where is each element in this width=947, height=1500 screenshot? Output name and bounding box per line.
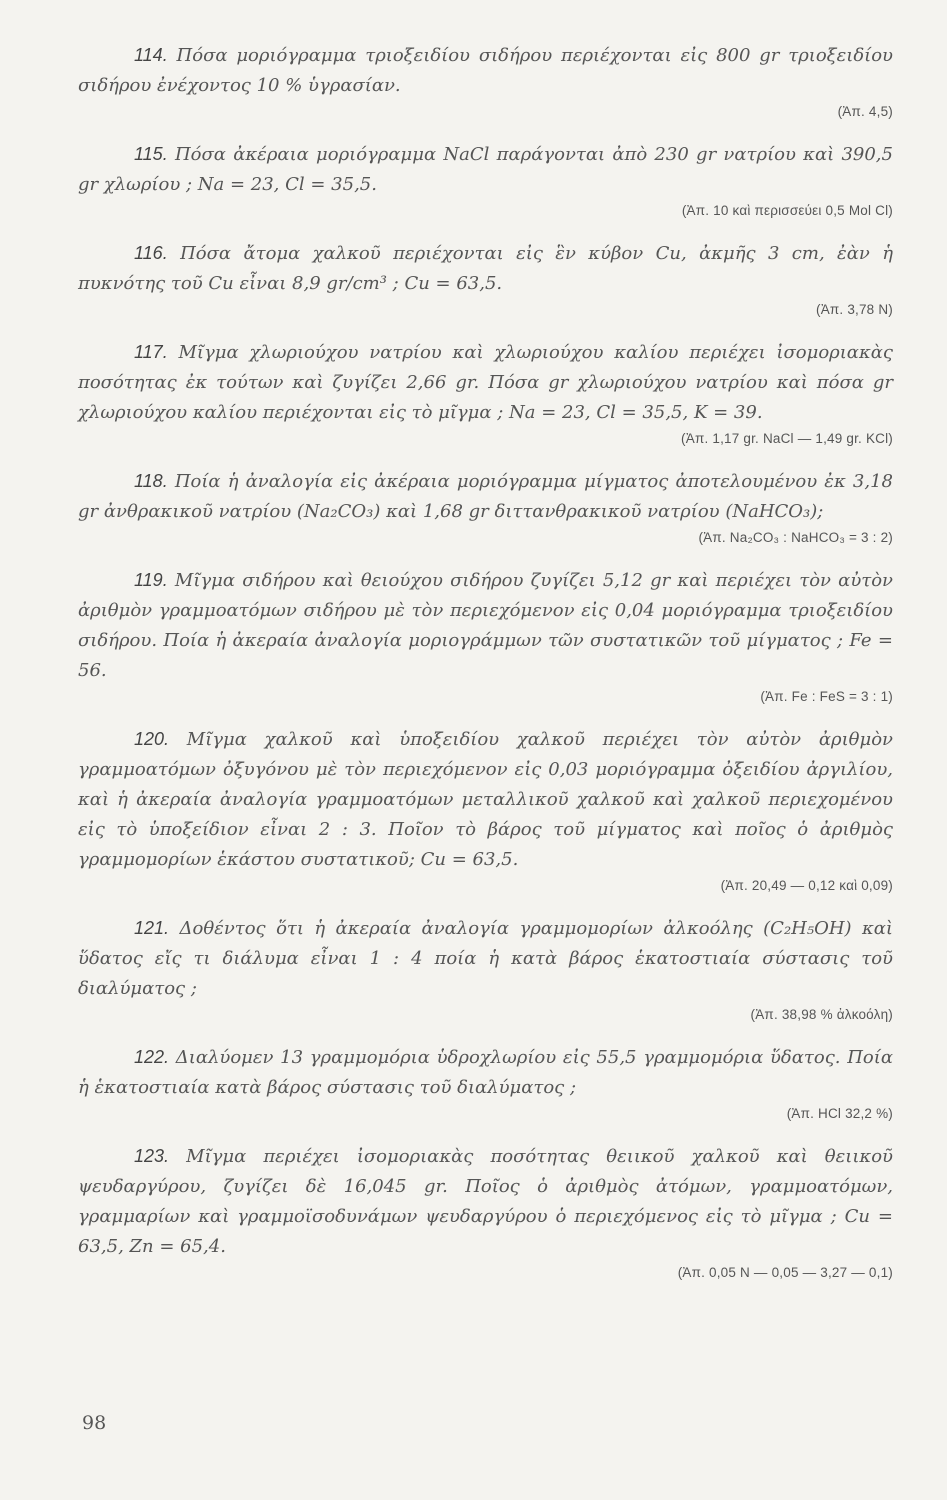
problem-number: 122. (134, 1047, 170, 1067)
problem-number: 121. (134, 918, 170, 938)
problem-text: Μῖγμα σιδήρου καὶ θειούχου σιδήρου ζυγίζει 5,12 gr καὶ περιέχει τὸν αὐτὸν ἀριθμὸν γραμμοατόμων σιδήρου μὲ τὸν περιεχόμενον εἰς 0,04 μοριόγραμμα τριοξειδίου σιδήρου. Ποία ἡ ἀκεραία ἀναλογία μοριογράμμων τῶν συστατικῶν τοῦ μίγματος ; Fe = 56. (78, 570, 893, 681)
problem-122 (78, 1042, 893, 1123)
answer: (Ἀπ. Na₂CO₃ : NaHCO₃ = 3 : 2) (698, 530, 893, 545)
answer: (Ἀπ. 0,05 N — 0,05 — 3,27 — 0,1) (677, 1265, 893, 1280)
problem-number: 120. (134, 729, 170, 749)
problem-number: 118. (134, 471, 168, 491)
problem-text: Μῖγμα περιέχει ἰσομοριακὰς ποσότητας θειικοῦ χαλκοῦ καὶ θειικοῦ ψευδαργύρου, ζυγίζει δὲ 16,045 gr. Ποῖος ὁ ἀριθμὸς ἀτόμων, γραμμοατόμων, γραμμαρίων καὶ γραμμοϊσοδυνάμων ψευδαργύρου ὁ περιεχόμενος εἰς τὸ μῖγμα ; Cu = 63,5, Zn = 65,4. (78, 1146, 893, 1257)
problem-number: 116. (134, 243, 168, 263)
problem-number: 115. (134, 144, 168, 164)
problem-number: 119. (134, 570, 168, 590)
problem-119 (78, 565, 893, 706)
problem-text: Πόσα μοριόγραμμα τριοξειδίου σιδήρου περιέχονται εἰς 800 gr τριοξειδίου σιδήρου ἐνέχοντος 10 % ὑγρασίαν. (78, 45, 893, 96)
problem-116 (78, 238, 893, 319)
problem-117 (78, 337, 893, 448)
answer: (Ἀπ. 38,98 % ἀλκοόλη) (750, 1007, 893, 1022)
problem-number: 114. (134, 45, 168, 65)
problem-text: Πόσα ἄτομα χαλκοῦ περιέχονται εἰς ἓν κύβον Cu, ἀκμῆς 3 cm, ἐὰν ἡ πυκνότης τοῦ Cu εἶναι 8,9 gr/cm³ ; Cu = 63,5. (78, 243, 893, 294)
problem-123 (78, 1141, 893, 1282)
problem-115 (78, 139, 893, 220)
problem-118 (78, 466, 893, 547)
problem-number: 123. (134, 1146, 170, 1166)
answer: (Ἀπ. 20,49 — 0,12 καὶ 0,09) (720, 878, 893, 893)
answer: (Ἀπ. 3,78 N) (816, 302, 893, 317)
page-number: 98 (82, 1412, 107, 1434)
answer: (Ἀπ. 1,17 gr. NaCl — 1,49 gr. KCl) (681, 431, 893, 446)
problem-text: Μῖγμα χλωριούχου νατρίου καὶ χλωριούχου καλίου περιέχει ἰσομοριακὰς ποσότητας ἐκ τούτων καὶ ζυγίζει 2,66 gr. Πόσα gr χλωριούχου νατρίου καὶ πόσα gr χλωριούχου καλίου περιέχονται εἰς τὸ μῖγμα ; Na = 23, Cl = 35,5, K = 39. (78, 342, 893, 423)
problem-text: Δοθέντος ὅτι ἡ ἀκεραία ἀναλογία γραμμομορίων ἀλκοόλης (C₂H₅OH) καὶ ὕδατος εἴς τι διάλυμα εἶναι 1 : 4 ποία ἡ κατὰ βάρος ἑκατοστιαία σύστασις τοῦ διαλύματος ; (78, 918, 893, 999)
answer: (Ἀπ. 4,5) (837, 104, 893, 119)
problem-114 (78, 40, 893, 121)
problem-text: Μῖγμα χαλκοῦ καὶ ὑποξειδίου χαλκοῦ περιέχει τὸν αὐτὸν ἀριθμὸν γραμμοατόμων ὀξυγόνου μὲ τὸν περιεχόμενον εἰς 0,03 μοριόγραμμα ὀξειδίου ἀργιλίου, καὶ ἡ ἀκεραία ἀναλογία γραμμοατόμων μεταλλικοῦ χαλκοῦ καὶ χαλκοῦ περιεχομένου εἰς τὸ ὑποξείδιον εἶναι 2 : 3. Ποῖον τὸ βάρος τοῦ μίγματος καὶ ποῖος ὁ ἀριθμὸς γραμμομορίων ἑκάστου συστατικοῦ; Cu = 63,5. (78, 729, 893, 870)
answer: (Ἀπ. 10 καὶ περισσεύει 0,5 Mol Cl) (681, 203, 893, 218)
answer: (Ἀπ. HCl 32,2 %) (786, 1106, 893, 1121)
problem-121 (78, 913, 893, 1024)
problem-text: Πόσα ἀκέραια μοριόγραμμα NaCl παράγονται ἀπὸ 230 gr νατρίου καὶ 390,5 gr χλωρίου ; Na = 23, Cl = 35,5. (78, 144, 893, 195)
page-body (78, 40, 893, 1300)
problem-number: 117. (134, 342, 168, 362)
answer: (Ἀπ. Fe : FeS = 3 : 1) (760, 689, 893, 704)
problem-text: Διαλύομεν 13 γραμμομόρια ὑδροχλωρίου εἰς 55,5 γραμμομόρια ὕδατος. Ποία ἡ ἑκατοστιαία κατὰ βάρος σύστασις τοῦ διαλύματος ; (78, 1047, 893, 1098)
problem-120 (78, 724, 893, 895)
problem-text: Ποία ἡ ἀναλογία εἰς ἀκέραια μοριόγραμμα μίγματος ἀποτελουμένου ἐκ 3,18 gr ἀνθρακικοῦ νατρίου (Na₂CO₃) καὶ 1,68 gr διττανθρακικοῦ νατρίου (NaHCO₃); (78, 471, 893, 522)
